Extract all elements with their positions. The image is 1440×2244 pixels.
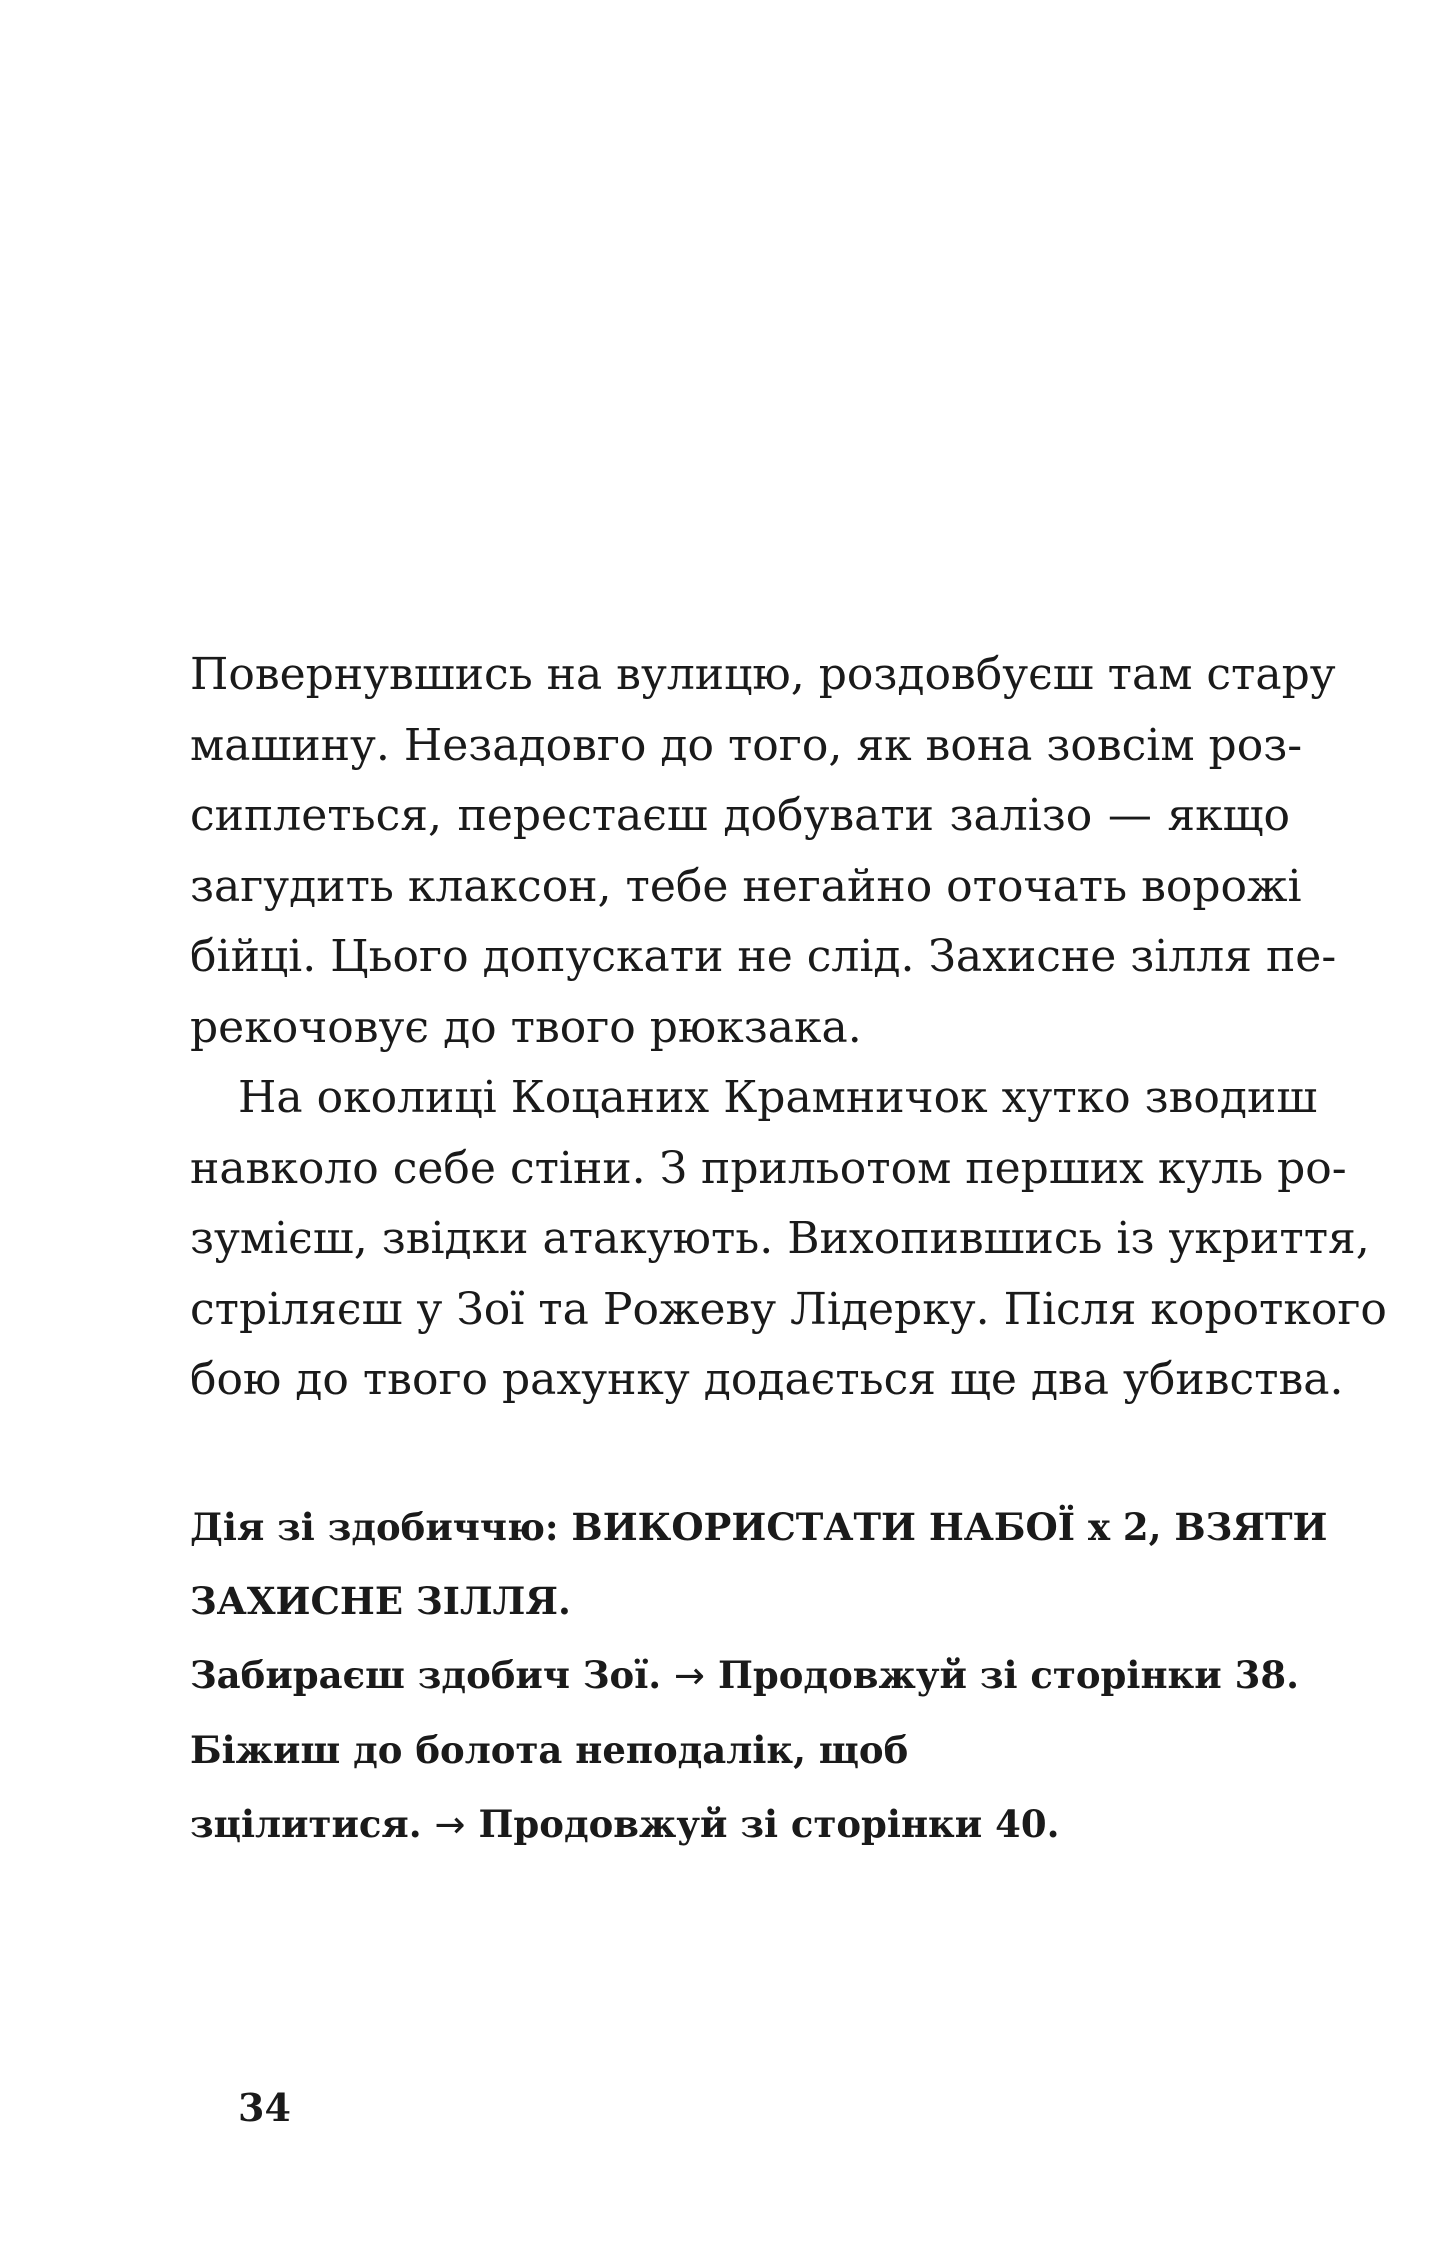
choice-1[interactable]	[190, 1638, 1299, 1713]
choice-1-target: Продовжуй зі сторінки 38.	[717, 1653, 1299, 1697]
loot-action-line-2: ЗАХИСНЕ ЗІЛЛЯ.	[190, 1579, 571, 1623]
choice-2[interactable]	[190, 1787, 1290, 1862]
choice-1-text: Забираєш здобич Зої.	[190, 1653, 662, 1697]
paragraph-2	[190, 1063, 1387, 1416]
text-line: загудить клаксон, тебе негайно оточать ворожі	[190, 860, 1302, 912]
arrow-right-icon: →	[674, 1654, 706, 1697]
text-line: зумієш, звідки атакують. Вихопившись із укриття,	[190, 1213, 1370, 1264]
text-line: сиплеться, перестаєш добувати залізо — якщо	[190, 790, 1290, 841]
choices-block	[190, 1490, 1328, 1862]
choice-2-target: Продовжуй зі сторінки 40.	[478, 1802, 1060, 1846]
text-line: навколо себе стіни. З прильотом перших куль ро-	[190, 1142, 1347, 1194]
page-number: 34	[238, 2085, 291, 2130]
choice-2-text: зцілитися.	[190, 1802, 422, 1846]
choice-2-line-1[interactable]: Біжиш до болота неподалік, щоб	[190, 1728, 909, 1772]
arrow-right-icon: →	[434, 1803, 466, 1846]
text-line: бою до твого рахунку додається ще два убивства.	[190, 1354, 1344, 1405]
text-line: На околиці Коцаних Крамничок хутко зводиш	[238, 1072, 1318, 1123]
text-line: машину. Незадовго до того, як вона зовсім роз-	[190, 719, 1303, 771]
text-line: бійці. Цього допускати не слід. Захисне зілля пе-	[190, 931, 1337, 982]
text-line: рекочовує до твого рюкзака.	[190, 1001, 862, 1053]
paragraph-1	[190, 640, 1337, 1063]
text-line: стріляєш у Зої та Рожеву Лідерку. Після короткого	[190, 1283, 1387, 1335]
story-text	[190, 640, 1387, 1416]
text-line: Повернувшись на вулицю, роздовбуєш там стару	[190, 649, 1336, 700]
loot-action-line-1: Дія зі здобиччю: ВИКОРИСТАТИ НАБОЇ х 2, ВЗЯТИ	[190, 1505, 1328, 1549]
